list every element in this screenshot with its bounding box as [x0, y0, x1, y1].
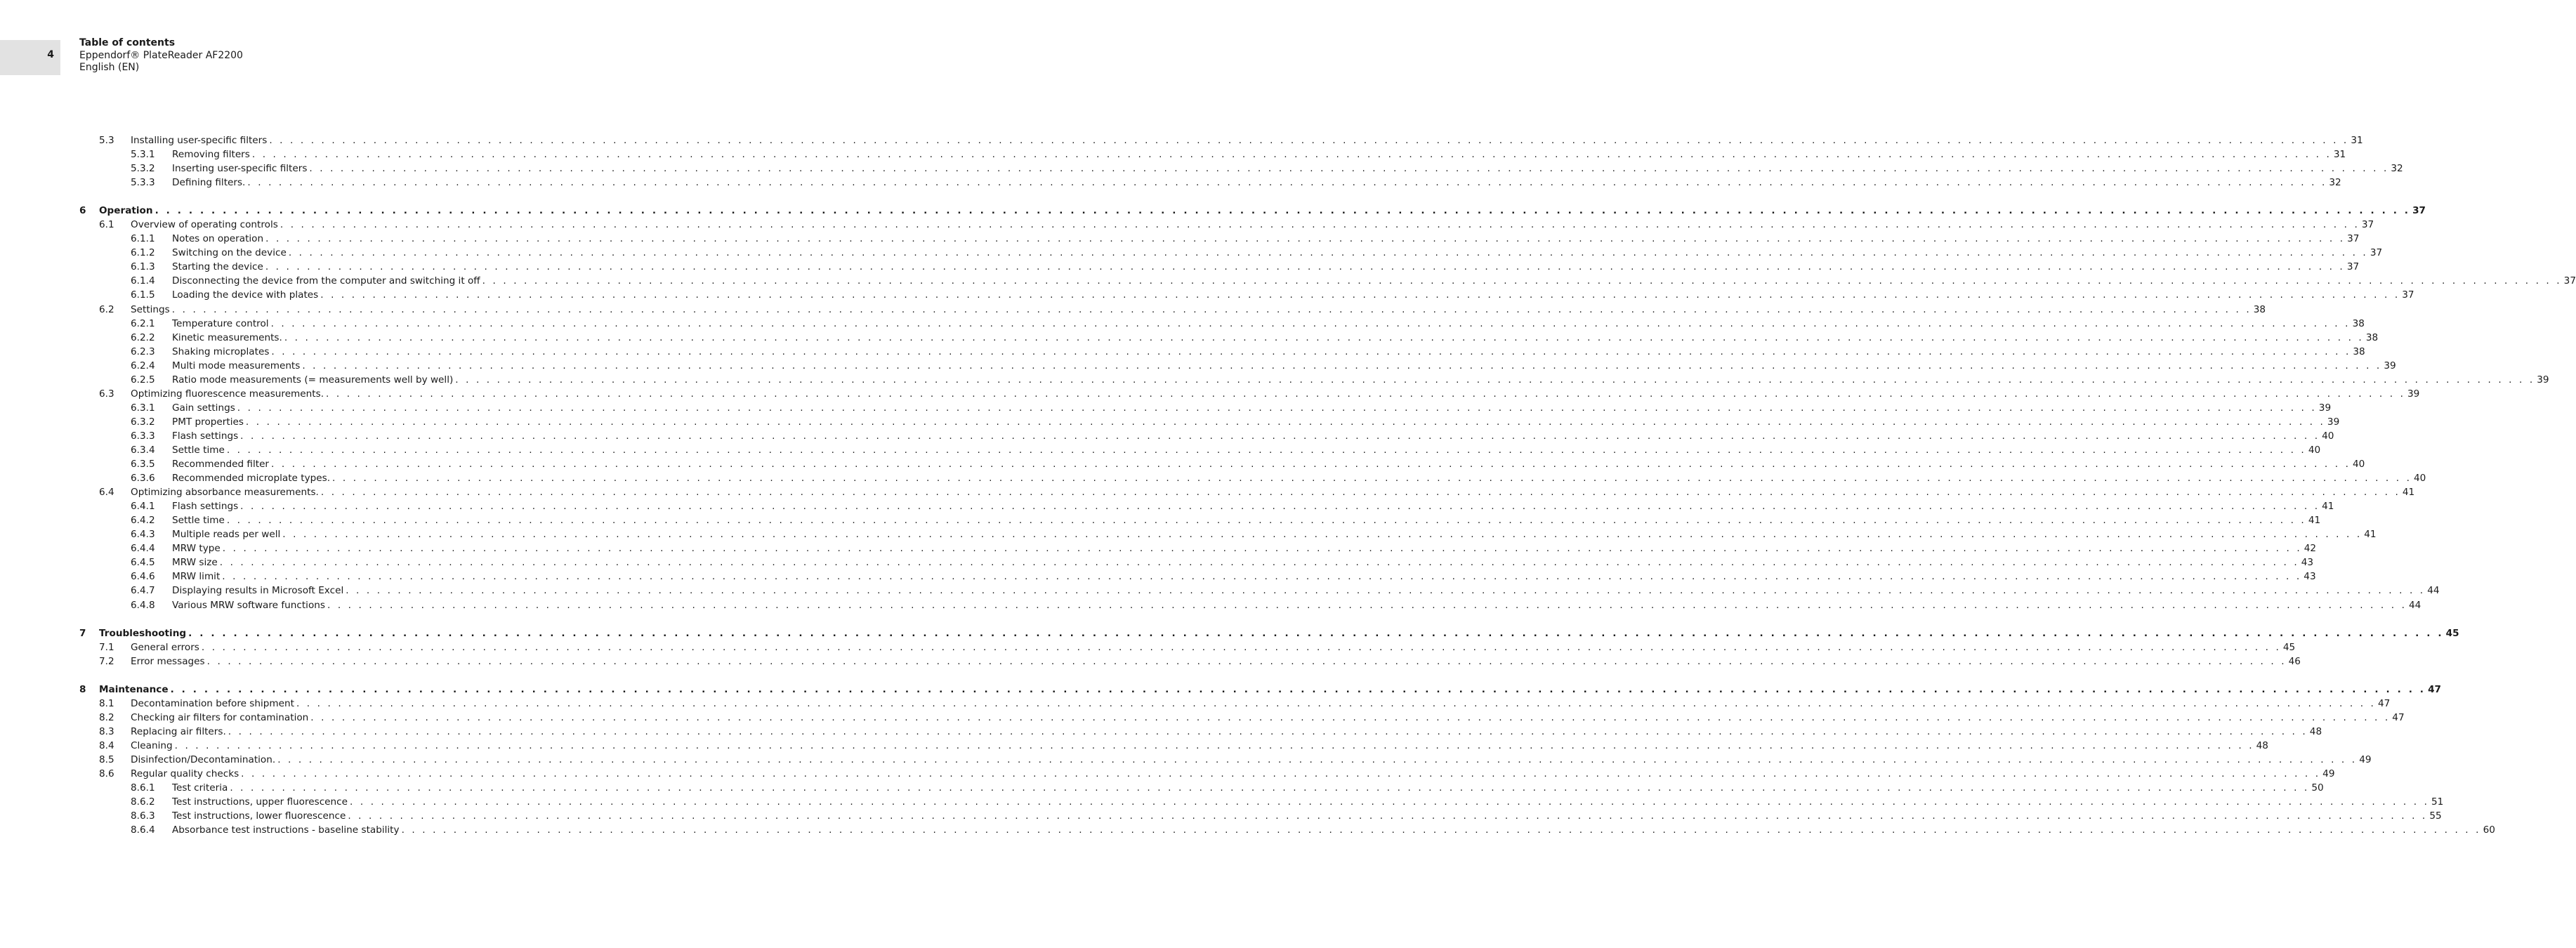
dot-leader: . . . . . . . . . . . . . . . . . . . . . . . . . . . . . . . . . . . . . . . . . . . . . . . . . . . . . . . . . . . . . . . . . . . . . . . . . . . . . . . . . . . . . . . . . . . . . . . . . . . . . . . . . . . . . . . . . . . . . . . . . . . . . . . . . . . . . . . . . . . . . . . . . . . . . . . . . . . . . . . . . . . . . . . . . . . . . . . . . . . . . . . . . . . . . . . . . . . . . . . . — [226, 445, 2306, 456]
dot-leader: . . . . . . . . . . . . . . . . . . . . . . . . . . . . . . . . . . . . . . . . . . . . . . . . . . . . . . . . . . . . . . . . . . . . . . . . . . . . . . . . . . . . . . . . . . . . . . . . . . . . . . . . . . . . . . . . . . . . . . . . . . . . . . . . . . . . . . . . . . . . . . . . . . . . . . . . . . . . . . . . . . . . . . . . . . . . . . . . . . . . . . . . . . . . . . . . . . . . . . . . — [320, 487, 2400, 499]
toc-entry[interactable] — [79, 232, 2360, 246]
toc-entry[interactable] — [79, 133, 2363, 147]
dot-leader: . . . . . . . . . . . . . . . . . . . . . . . . . . . . . . . . . . . . . . . . . . . . . . . . . . . . . . . . . . . . . . . . . . . . . . . . . . . . . . . . . . . . . . . . . . . . . . . . . . . . . . . . . . . . . . . . . . . . . . . . . . . . . . . . . . . . . . . . . . . . . . . . . . . . . . . . . . . . . . . . . . . . . . . . . . . . . . . . . . . . . . . . . . . . . . . . . . . . . . . . — [271, 459, 2351, 470]
toc-entry-page: 40 — [2308, 445, 2321, 456]
page-number: 4 — [47, 49, 54, 60]
toc-entry-number: 7.2 — [99, 655, 114, 667]
toc-entry-number: 6.2.3 — [131, 345, 155, 357]
toc-entry[interactable] — [79, 373, 2549, 387]
toc-entry-page: 39 — [2318, 402, 2332, 414]
toc-entry-page: 44 — [2427, 585, 2440, 597]
toc-entry-number: 6.4.2 — [131, 515, 155, 527]
toc-entry-page: 37 — [2412, 205, 2426, 217]
toc-entry[interactable] — [79, 598, 2421, 612]
toc-entry-page: 43 — [2304, 571, 2316, 583]
toc-entry[interactable] — [79, 387, 2420, 401]
toc-entry-page: 39 — [2384, 360, 2396, 371]
toc-entry-number: 8.6.1 — [131, 782, 155, 794]
toc-entry[interactable] — [79, 739, 2268, 753]
dot-leader: . . . . . . . . . . . . . . . . . . . . . . . . . . . . . . . . . . . . . . . . . . . . . . . . . . . . . . . . . . . . . . . . . . . . . . . . . . . . . . . . . . . . . . . . . . . . . . . . . . . . . . . . . . . . . . . . . . . . . . . . . . . . . . . . . . . . . . . . . . . . . . . . . . . . . . . . . . . . . . . . . . . . . . . . . . . . . . . . . . . . . . . . . . . . . . . . . . . . . . . . — [350, 796, 2430, 808]
toc-entry-number: 6 — [79, 205, 86, 217]
dot-leader: . . . . . . . . . . . . . . . . . . . . . . . . . . . . . . . . . . . . . . . . . . . . . . . . . . . . . . . . . . . . . . . . . . . . . . . . . . . . . . . . . . . . . . . . . . . . . . . . . . . . . . . . . . . . . . . . . . . . . . . . . . . . . . . . . . . . . . . . . . . . . . . . . . . . . . . . . . . . . . . . . . . . . . . . . . . . . . . . . . . . . . . . . . . . . . . . . . . . . . . . — [241, 768, 2321, 779]
toc-entry-page: 38 — [2253, 303, 2266, 315]
toc-entry-title: Installing user-specific filters — [131, 135, 268, 147]
dot-leader: . . . . . . . . . . . . . . . . . . . . . . . . . . . . . . . . . . . . . . . . . . . . . . . . . . . . . . . . . . . . . . . . . . . . . . . . . . . . . . . . . . . . . . . . . . . . . . . . . . . . . . . . . . . . . . . . . . . . . . . . . . . . . . . . . . . . . . . . . . . . . . . . . . . . . . . . . . . . . . . . . . . . . . . . . . . . . . . . . . . . . . . . . . . . . . . . . . . . . . . . — [226, 515, 2306, 527]
toc-entry-page: 38 — [2365, 331, 2379, 343]
toc-entry[interactable] — [79, 162, 2403, 176]
toc-entry-page: 41 — [2402, 487, 2415, 499]
toc-entry-title: Maintenance — [99, 683, 169, 695]
toc-entry-title: Test criteria — [172, 782, 228, 794]
toc-entry-number: 8.6.3 — [131, 810, 155, 822]
toc-entry-page: 37 — [2370, 247, 2383, 259]
toc-entry-page: 41 — [2322, 501, 2334, 513]
toc-entry-title: Shaking microplates — [172, 345, 270, 357]
toc-entry-number: 6.4.8 — [131, 599, 155, 611]
toc-entry-page: 41 — [2364, 529, 2377, 541]
toc-entry-number: 8.4 — [99, 739, 114, 751]
toc-entry-page: 31 — [2351, 135, 2363, 147]
dot-leader: . . . . . . . . . . . . . . . . . . . . . . . . . . . . . . . . . . . . . . . . . . . . . . . . . . . . . . . . . . . . . . . . . . . . . . . . . . . . . . . . . . . . . . . . . . . . . . . . . . . . . . . . . . . . . . . . . . . . . . . . . . . . . . . . . . . . . . . . . . . . . . . . . . . . . . . . . . . . . . . . . . . . . . . . . . . . . . . . . . . . . . . . . . . . . . . . . . . . . . . . — [320, 289, 2400, 301]
toc-entry-title: Starting the device — [172, 261, 263, 273]
dot-leader: . . . . . . . . . . . . . . . . . . . . . . . . . . . . . . . . . . . . . . . . . . . . . . . . . . . . . . . . . . . . . . . . . . . . . . . . . . . . . . . . . . . . . . . . . . . . . . . . . . . . . . . . . . . . . . . . . . . . . . . . . . . . . . . . . . . . . . . . . . . . . . . . . . . . . . . . . . . . . . . . . . . . . . . . . . . . . . . . . . . . . . . . . . . . . . . . . . . . . . . . — [155, 205, 2411, 217]
toc-entry-number: 6.4.7 — [131, 585, 155, 597]
page-number-tab — [0, 40, 60, 75]
toc-entry-number: 6.2.5 — [131, 374, 155, 386]
toc-entry-page: 45 — [2445, 627, 2459, 639]
toc-entry-number: 6.3.5 — [131, 459, 155, 470]
toc-entry-title: Settings — [131, 303, 170, 315]
toc-entry-page: 45 — [2282, 641, 2296, 653]
toc-entry-page: 39 — [2327, 416, 2340, 428]
toc-entry-number: 8.5 — [99, 753, 114, 765]
toc-entry[interactable] — [79, 246, 2383, 260]
header-title: Table of contents — [79, 37, 176, 48]
toc-entry-number: 6.3.4 — [131, 445, 155, 456]
toc-entry-page: 40 — [2322, 430, 2334, 442]
dot-leader: . . . . . . . . . . . . . . . . . . . . . . . . . . . . . . . . . . . . . . . . . . . . . . . . . . . . . . . . . . . . . . . . . . . . . . . . . . . . . . . . . . . . . . . . . . . . . . . . . . . . . . . . . . . . . . . . . . . . . . . . . . . . . . . . . . . . . . . . . . . . . . . . . . . . . . . . . . . . . . . . . . . . . . . . . . . . . . . . . . . . . . . . . . . . . . . . . . . . . . . . — [240, 430, 2320, 442]
toc-entry[interactable] — [79, 359, 2396, 373]
toc-entry-number: 8 — [79, 683, 86, 695]
toc-entry-title: Disinfection/Decontamination. — [131, 753, 276, 765]
dot-leader: . . . . . . . . . . . . . . . . . . . . . . . . . . . . . . . . . . . . . . . . . . . . . . . . . . . . . . . . . . . . . . . . . . . . . . . . . . . . . . . . . . . . . . . . . . . . . . . . . . . . . . . . . . . . . . . . . . . . . . . . . . . . . . . . . . . . . . . . . . . . . . . . . . . . . . . . . . . . . . . . . . . . . . . . . . . . . . . . . . . . . . . . . . . . . . . . . . . . . . . . — [206, 655, 2287, 667]
toc-entry[interactable] — [79, 401, 2332, 415]
toc-entry-page: 32 — [2391, 163, 2403, 175]
toc-entry-page: 51 — [2431, 796, 2444, 808]
toc-entry[interactable] — [79, 711, 2405, 725]
toc-entry-number: 6.4.4 — [131, 543, 155, 555]
dot-leader: . . . . . . . . . . . . . . . . . . . . . . . . . . . . . . . . . . . . . . . . . . . . . . . . . . . . . . . . . . . . . . . . . . . . . . . . . . . . . . . . . . . . . . . . . . . . . . . . . . . . . . . . . . . . . . . . . . . . . . . . . . . . . . . . . . . . . . . . . . . . . . . . . . . . . . . . . . . . . . . . . . . . . . . . . . . . . . . . . . . . . . . . . . . . . . . . . . . . . . . . — [296, 697, 2376, 709]
toc-entry-title: PMT properties — [172, 416, 244, 428]
toc-entry-page: 48 — [2256, 739, 2268, 751]
dot-leader: . . . . . . . . . . . . . . . . . . . . . . . . . . . . . . . . . . . . . . . . . . . . . . . . . . . . . . . . . . . . . . . . . . . . . . . . . . . . . . . . . . . . . . . . . . . . . . . . . . . . . . . . . . . . . . . . . . . . . . . . . . . . . . . . . . . . . . . . . . . . . . . . . . . . . . . . . . . . . . . . . . . . . . . . . . . . . . . . . . . . . . . . . . . . . . . . . . . . . . . . — [455, 374, 2535, 386]
toc-entry[interactable] — [79, 147, 2346, 162]
dot-leader: . . . . . . . . . . . . . . . . . . . . . . . . . . . . . . . . . . . . . . . . . . . . . . . . . . . . . . . . . . . . . . . . . . . . . . . . . . . . . . . . . . . . . . . . . . . . . . . . . . . . . . . . . . . . . . . . . . . . . . . . . . . . . . . . . . . . . . . . . . . . . . . . . . . . . . . . . . . . . . . . . . . . . . . . . . . . . . . . . . . . . . . . . . . . . . . . . . . . . . . . — [228, 725, 2308, 737]
dot-leader: . . . . . . . . . . . . . . . . . . . . . . . . . . . . . . . . . . . . . . . . . . . . . . . . . . . . . . . . . . . . . . . . . . . . . . . . . . . . . . . . . . . . . . . . . . . . . . . . . . . . . . . . . . . . . . . . . . . . . . . . . . . . . . . . . . . . . . . . . . . . . . . . . . . . . . . . . . . . . . . . . . . . . . . . . . . . . . . . . . . . . . . . . . . . . . . . . . . . . . . . — [282, 529, 2363, 541]
toc-entry-number: 8.6 — [99, 768, 114, 779]
toc-entry[interactable] — [79, 443, 2321, 457]
toc-entry-title: Multi mode measurements — [172, 360, 301, 371]
toc-entry[interactable] — [79, 654, 2301, 669]
toc-entry-title: Notes on operation — [172, 233, 264, 245]
running-header — [79, 37, 243, 74]
toc-entry[interactable] — [79, 767, 2335, 781]
dot-leader: . . . . . . . . . . . . . . . . . . . . . . . . . . . . . . . . . . . . . . . . . . . . . . . . . . . . . . . . . . . . . . . . . . . . . . . . . . . . . . . . . . . . . . . . . . . . . . . . . . . . . . . . . . . . . . . . . . . . . . . . . . . . . . . . . . . . . . . . . . . . . . . . . . . . . . . . . . . . . . . . . . . . . . . . . . . . . . . . . . . . . . . . . . . . . . . . . . . . . . . . — [245, 416, 2325, 428]
toc-entry-number: 8.6.2 — [131, 796, 155, 808]
toc-entry-number: 6.1.4 — [131, 275, 155, 287]
toc-entry[interactable] — [79, 725, 2322, 739]
dot-leader: . . . . . . . . . . . . . . . . . . . . . . . . . . . . . . . . . . . . . . . . . . . . . . . . . . . . . . . . . . . . . . . . . . . . . . . . . . . . . . . . . . . . . . . . . . . . . . . . . . . . . . . . . . . . . . . . . . . . . . . . . . . . . . . . . . . . . . . . . . . . . . . . . . . . . . . . . . . . . . . . . . . . . . . . . . . . . . . . . . . . . . . . . . . . . . . . . . . . . . . . — [310, 711, 2391, 723]
dot-leader: . . . . . . . . . . . . . . . . . . . . . . . . . . . . . . . . . . . . . . . . . . . . . . . . . . . . . . . . . . . . . . . . . . . . . . . . . . . . . . . . . . . . . . . . . . . . . . . . . . . . . . . . . . . . . . . . . . . . . . . . . . . . . . . . . . . . . . . . . . . . . . . . . . . . . . . . . . . . . . . . . . . . . . . . . . . . . . . . . . . . . . . . . . . . . . . . . . . . . . . . — [332, 473, 2412, 485]
dot-leader: . . . . . . . . . . . . . . . . . . . . . . . . . . . . . . . . . . . . . . . . . . . . . . . . . . . . . . . . . . . . . . . . . . . . . . . . . . . . . . . . . . . . . . . . . . . . . . . . . . . . . . . . . . . . . . . . . . . . . . . . . . . . . . . . . . . . . . . . . . . . . . . . . . . . . . . . . . . . . . . . . . . . . . . . . . . . . . . . . . . . . . . . . . . . . . . . . . . . . . . . — [247, 177, 2327, 189]
toc-entry-title: Gain settings — [172, 402, 235, 414]
dot-leader: . . . . . . . . . . . . . . . . . . . . . . . . . . . . . . . . . . . . . . . . . . . . . . . . . . . . . . . . . . . . . . . . . . . . . . . . . . . . . . . . . . . . . . . . . . . . . . . . . . . . . . . . . . . . . . . . . . . . . . . . . . . . . . . . . . . . . . . . . . . . . . . . . . . . . . . . . . . . . . . . . . . . . . . . . . . . . . . . . . . . . . . . . . . . . . . . . . . . . . . . — [222, 571, 2302, 583]
toc-entry-page: 37 — [2347, 233, 2360, 245]
toc-entry-title: MRW size — [172, 557, 218, 569]
dot-leader: . . . . . . . . . . . . . . . . . . . . . . . . . . . . . . . . . . . . . . . . . . . . . . . . . . . . . . . . . . . . . . . . . . . . . . . . . . . . . . . . . . . . . . . . . . . . . . . . . . . . . . . . . . . . . . . . . . . . . . . . . . . . . . . . . . . . . . . . . . . . . . . . . . . . . . . . . . . . . . . . . . . . . . . . . . . . . . . . . . . . . . . . . . . . . . . . . . . . . . . . — [251, 149, 2332, 161]
toc-entry-page: 48 — [2309, 725, 2322, 737]
dot-leader: . . . . . . . . . . . . . . . . . . . . . . . . . . . . . . . . . . . . . . . . . . . . . . . . . . . . . . . . . . . . . . . . . . . . . . . . . . . . . . . . . . . . . . . . . . . . . . . . . . . . . . . . . . . . . . . . . . . . . . . . . . . . . . . . . . . . . . . . . . . . . . . . . . . . . . . . . . . . . . . . . . . . . . . . . . . . . . . . . . . . . . . . . . . . . . . . . . . . . . . . — [237, 402, 2317, 414]
toc-entry-number: 6.2 — [99, 303, 114, 315]
toc-entry[interactable] — [79, 541, 2317, 555]
toc-entry[interactable] — [79, 809, 2442, 823]
toc-entry-title: Inserting user-specific filters — [172, 163, 308, 175]
dot-leader: . . . . . . . . . . . . . . . . . . . . . . . . . . . . . . . . . . . . . . . . . . . . . . . . . . . . . . . . . . . . . . . . . . . . . . . . . . . . . . . . . . . . . . . . . . . . . . . . . . . . . . . . . . . . . . . . . . . . . . . . . . . . . . . . . . . . . . . . . . . . . . . . . . . . . . . . . . . . . . . . . . . . . . . . . . . . . . . . . . . . . . . . . . . . . . . . . . . . . . . . — [346, 585, 2426, 597]
toc-entry[interactable] — [79, 795, 2444, 809]
dot-leader: . . . . . . . . . . . . . . . . . . . . . . . . . . . . . . . . . . . . . . . . . . . . . . . . . . . . . . . . . . . . . . . . . . . . . . . . . . . . . . . . . . . . . . . . . . . . . . . . . . . . . . . . . . . . . . . . . . . . . . . . . . . . . . . . . . . . . . . . . . . . . . . . . . . . . . . . . . . . . . . . . . . . . . . . . . . . . . . . . . . . . . . . . . . . . . . . . . . . . . . . — [284, 331, 2364, 343]
header-product: Eppendorf® PlateReader AF2200 — [79, 49, 243, 61]
toc-entry-number: 6.4.6 — [131, 571, 155, 583]
toc-entry-title: Decontamination before shipment — [131, 697, 294, 709]
toc-entry[interactable] — [79, 823, 2495, 837]
toc-entry-number: 6.3.6 — [131, 473, 155, 485]
toc-entry-number: 6.2.4 — [131, 360, 155, 371]
toc-entry-title: MRW type — [172, 543, 221, 555]
toc-entry[interactable] — [79, 274, 2576, 288]
dot-leader: . . . . . . . . . . . . . . . . . . . . . . . . . . . . . . . . . . . . . . . . . . . . . . . . . . . . . . . . . . . . . . . . . . . . . . . . . . . . . . . . . . . . . . . . . . . . . . . . . . . . . . . . . . . . . . . . . . . . . . . . . . . . . . . . . . . . . . . . . . . . . . . . . . . . . . . . . . . . . . . . . . . . . . . . . . . . . . . . . . . . . . . . . . . . . . . . . . . . . . . . — [222, 543, 2302, 555]
toc-entry-title: Replacing air filters. — [131, 725, 226, 737]
toc-entry[interactable] — [79, 753, 2372, 767]
header-language: English (EN) — [79, 62, 140, 73]
toc-entry-title: Regular quality checks — [131, 768, 239, 779]
toc-entry-page: 44 — [2408, 599, 2421, 611]
dot-leader: . . . . . . . . . . . . . . . . . . . . . . . . . . . . . . . . . . . . . . . . . . . . . . . . . . . . . . . . . . . . . . . . . . . . . . . . . . . . . . . . . . . . . . . . . . . . . . . . . . . . . . . . . . . . . . . . . . . . . . . . . . . . . . . . . . . . . . . . . . . . . . . . . . . . . . . . . . . . . . . . . . . . . . . . . . . . . . . . . . . . . . . . . . . . . . . . . . . . . . . . — [265, 233, 2346, 245]
toc-entry-number: 7.1 — [99, 641, 114, 653]
toc-entry-page: 37 — [2563, 275, 2576, 287]
toc-entry-page: 41 — [2308, 515, 2321, 527]
toc-entry-page: 40 — [2353, 459, 2365, 470]
toc-entry-title: Test instructions, lower fluorescence — [172, 810, 346, 822]
toc-entry[interactable] — [79, 513, 2321, 527]
toc-entry-number: 5.3.2 — [131, 163, 155, 175]
toc-entry[interactable] — [79, 485, 2415, 499]
toc-entry-page: 47 — [2392, 711, 2405, 723]
toc-entry-title: Flash settings — [172, 430, 239, 442]
toc-entry[interactable] — [79, 176, 2341, 190]
toc-entry-number: 6.1.2 — [131, 247, 155, 259]
dot-leader: . . . . . . . . . . . . . . . . . . . . . . . . . . . . . . . . . . . . . . . . . . . . . . . . . . . . . . . . . . . . . . . . . . . . . . . . . . . . . . . . . . . . . . . . . . . . . . . . . . . . . . . . . . . . . . . . . . . . . . . . . . . . . . . . . . . . . . . . . . . . . . . . . . . . . . . . . . . . . . . . . . . . . . . . . . . . . . . . . . . . . . . . . . . . . . . . . . . . . . . . — [302, 360, 2382, 371]
dot-leader: . . . . . . . . . . . . . . . . . . . . . . . . . . . . . . . . . . . . . . . . . . . . . . . . . . . . . . . . . . . . . . . . . . . . . . . . . . . . . . . . . . . . . . . . . . . . . . . . . . . . . . . . . . . . . . . . . . . . . . . . . . . . . . . . . . . . . . . . . . . . . . . . . . . . . . . . . . . . . . . . . . . . . . . . . . . . . . . . . . . . . . . . . . . . . . . . . . . . . . . . — [326, 388, 2406, 400]
toc-entry[interactable] — [79, 415, 2340, 429]
toc-entry-title: General errors — [131, 641, 199, 653]
toc-entry-page: 55 — [2429, 810, 2442, 822]
toc-entry-number: 5.3.3 — [131, 177, 155, 189]
dot-leader: . . . . . . . . . . . . . . . . . . . . . . . . . . . . . . . . . . . . . . . . . . . . . . . . . . . . . . . . . . . . . . . . . . . . . . . . . . . . . . . . . . . . . . . . . . . . . . . . . . . . . . . . . . . . . . . . . . . . . . . . . . . . . . . . . . . . . . . . . . . . . . . . . . . . . . . . . . . . . . . . . . . . . . . . . . . . . . . . . . . . . . . . . . . . . . . . . . . . . . . . — [230, 782, 2310, 794]
dot-leader: . . . . . . . . . . . . . . . . . . . . . . . . . . . . . . . . . . . . . . . . . . . . . . . . . . . . . . . . . . . . . . . . . . . . . . . . . . . . . . . . . . . . . . . . . . . . . . . . . . . . . . . . . . . . . . . . . . . . . . . . . . . . . . . . . . . . . . . . . . . . . . . . . . . . . . . . . . . . . . . . . . . . . . . . . . . . . . . . . . . . . . . . . . . . . . . . . . . . . . . . — [348, 810, 2428, 822]
toc-entry-number: 6.4 — [99, 487, 114, 499]
dot-leader: . . . . . . . . . . . . . . . . . . . . . . . . . . . . . . . . . . . . . . . . . . . . . . . . . . . . . . . . . . . . . . . . . . . . . . . . . . . . . . . . . . . . . . . . . . . . . . . . . . . . . . . . . . . . . . . . . . . . . . . . . . . . . . . . . . . . . . . . . . . . . . . . . . . . . . . . . . . . . . . . . . . . . . . . . . . . . . . . . . . . . . . . . . . . . . . . . . . . . . . . — [327, 599, 2407, 611]
dot-leader: . . . . . . . . . . . . . . . . . . . . . . . . . . . . . . . . . . . . . . . . . . . . . . . . . . . . . . . . . . . . . . . . . . . . . . . . . . . . . . . . . . . . . . . . . . . . . . . . . . . . . . . . . . . . . . . . . . . . . . . . . . . . . . . . . . . . . . . . . . . . . . . . . . . . . . . . . . . . . . . . . . . . . . . . . . . . . . . . . . . . . . . . . . . . . . . . . . . . . . . . — [309, 163, 2389, 175]
toc-entry-page: 49 — [2359, 753, 2372, 765]
toc-entry-title: Operation — [99, 205, 153, 217]
toc-entry-number: 6.3.2 — [131, 416, 155, 428]
dot-leader: . . . . . . . . . . . . . . . . . . . . . . . . . . . . . . . . . . . . . . . . . . . . . . . . . . . . . . . . . . . . . . . . . . . . . . . . . . . . . . . . . . . . . . . . . . . . . . . . . . . . . . . . . . . . . . . . . . . . . . . . . . . . . . . . . . . . . . . . . . . . . . . . . . . . . . . . . . . . . . . . . . . . . . . . . . . . . . . . . . . . . . . . . . . . . . . . . . . . . . . . — [201, 641, 2281, 653]
dot-leader: . . . . . . . . . . . . . . . . . . . . . . . . . . . . . . . . . . . . . . . . . . . . . . . . . . . . . . . . . . . . . . . . . . . . . . . . . . . . . . . . . . . . . . . . . . . . . . . . . . . . . . . . . . . . . . . . . . . . . . . . . . . . . . . . . . . . . . . . . . . . . . . . . . . . . . . . . . . . . . . . . . . . . . . . . . . . . . . . . . . . . . . . . . . . . . . . . . . . . . . . — [188, 627, 2444, 639]
toc-entry-title: Disconnecting the device from the computer and switching it off — [172, 275, 480, 287]
toc-entry-title: MRW limit — [172, 571, 221, 583]
toc-entry[interactable] — [79, 457, 2365, 471]
toc-entry-title: Overview of operating controls — [131, 219, 278, 231]
toc-entry[interactable] — [79, 331, 2379, 345]
toc-entry[interactable] — [79, 317, 2365, 331]
toc-entry-number: 6.1.1 — [131, 233, 155, 245]
toc-entry-page: 47 — [2377, 697, 2391, 709]
toc-entry-page: 42 — [2304, 543, 2317, 555]
toc-entry-page: 37 — [2361, 219, 2374, 231]
toc-entry[interactable] — [79, 781, 2324, 795]
toc-entry-number: 7 — [79, 627, 86, 639]
toc-entry-number: 6.3 — [99, 388, 114, 400]
toc-entry-page: 31 — [2333, 149, 2346, 161]
toc-entry-number: 6.3.1 — [131, 402, 155, 414]
toc-entry-title: Flash settings — [172, 501, 239, 513]
toc-entry-number: 8.6.4 — [131, 824, 155, 836]
dot-leader: . . . . . . . . . . . . . . . . . . . . . . . . . . . . . . . . . . . . . . . . . . . . . . . . . . . . . . . . . . . . . . . . . . . . . . . . . . . . . . . . . . . . . . . . . . . . . . . . . . . . . . . . . . . . . . . . . . . . . . . . . . . . . . . . . . . . . . . . . . . . . . . . . . . . . . . . . . . . . . . . . . . . . . . . . . . . . . . . . . . . . . . . . . . . . . . . . . . . . . . . — [280, 219, 2360, 231]
toc-entry-title: Ratio mode measurements (= measurements well by well) — [172, 374, 454, 386]
toc-entry-number: 6.1.3 — [131, 261, 155, 273]
toc-entry[interactable] — [79, 218, 2374, 232]
toc-entry-title: Switching on the device — [172, 247, 287, 259]
toc-entry-page: 43 — [2301, 557, 2314, 569]
toc-entry-title: Checking air filters for contamination — [131, 711, 309, 723]
toc-entry-page: 37 — [2402, 289, 2414, 301]
dot-leader: . . . . . . . . . . . . . . . . . . . . . . . . . . . . . . . . . . . . . . . . . . . . . . . . . . . . . . . . . . . . . . . . . . . . . . . . . . . . . . . . . . . . . . . . . . . . . . . . . . . . . . . . . . . . . . . . . . . . . . . . . . . . . . . . . . . . . . . . . . . . . . . . . . . . . . . . . . . . . . . . . . . . . . . . . . . . . . . . . . . . . . . . . . . . . . . . . . . . . . . . — [219, 557, 2299, 569]
toc-entry-title: Temperature control — [172, 317, 269, 329]
toc-entry-number: 6.4.3 — [131, 529, 155, 541]
toc-entry-page: 40 — [2414, 473, 2426, 485]
toc-entry-number: 6.3.3 — [131, 430, 155, 442]
toc-entry[interactable] — [79, 499, 2334, 513]
dot-leader: . . . . . . . . . . . . . . . . . . . . . . . . . . . . . . . . . . . . . . . . . . . . . . . . . . . . . . . . . . . . . . . . . . . . . . . . . . . . . . . . . . . . . . . . . . . . . . . . . . . . . . . . . . . . . . . . . . . . . . . . . . . . . . . . . . . . . . . . . . . . . . . . . . . . . . . . . . . . . . . . . . . . . . . . . . . . . . . . . . . . . . . . . . . . . . . . . . . . . . . . — [277, 753, 2358, 765]
toc-entry[interactable] — [79, 429, 2334, 443]
toc-entry-title: Optimizing absorbance measurements. — [131, 487, 319, 499]
toc-chapter-entry[interactable] — [79, 204, 2426, 218]
table-of-contents — [79, 133, 2576, 837]
dot-leader: . . . . . . . . . . . . . . . . . . . . . . . . . . . . . . . . . . . . . . . . . . . . . . . . . . . . . . . . . . . . . . . . . . . . . . . . . . . . . . . . . . . . . . . . . . . . . . . . . . . . . . . . . . . . . . . . . . . . . . . . . . . . . . . . . . . . . . . . . . . . . . . . . . . . . . . . . . . . . . . . . . . . . . . . . . . . . . . . . . . . . . . . . . . . . . . . . . . . . . . . — [265, 261, 2345, 273]
toc-entry-title: Recommended filter — [172, 459, 270, 470]
toc-entry-number: 6.4.5 — [131, 557, 155, 569]
toc-entry[interactable] — [79, 555, 2314, 570]
toc-entry-title: Test instructions, upper fluorescence — [172, 796, 348, 808]
toc-chapter-entry[interactable] — [79, 626, 2459, 640]
toc-entry-number: 6.2.2 — [131, 331, 155, 343]
toc-entry-page: 38 — [2352, 317, 2365, 329]
toc-entry-title: Defining filters. — [172, 177, 246, 189]
toc-entry[interactable] — [79, 260, 2360, 274]
dot-leader: . . . . . . . . . . . . . . . . . . . . . . . . . . . . . . . . . . . . . . . . . . . . . . . . . . . . . . . . . . . . . . . . . . . . . . . . . . . . . . . . . . . . . . . . . . . . . . . . . . . . . . . . . . . . . . . . . . . . . . . . . . . . . . . . . . . . . . . . . . . . . . . . . . . . . . . . . . . . . . . . . . . . . . . . . . . . . . . . . . . . . . . . . . . . . . . . . . . . . . . . — [288, 247, 2368, 259]
toc-entry-title: Displaying results in Microsoft Excel — [172, 585, 344, 597]
toc-entry-page: 32 — [2329, 177, 2341, 189]
toc-entry-title: Error messages — [131, 655, 205, 667]
dot-leader: . . . . . . . . . . . . . . . . . . . . . . . . . . . . . . . . . . . . . . . . . . . . . . . . . . . . . . . . . . . . . . . . . . . . . . . . . . . . . . . . . . . . . . . . . . . . . . . . . . . . . . . . . . . . . . . . . . . . . . . . . . . . . . . . . . . . . . . . . . . . . . . . . . . . . . . . . . . . . . . . . . . . . . . . . . . . . . . . . . . . . . . . . . . . . . . . . . . . . . . . — [270, 317, 2351, 329]
toc-entry-number: 6.4.1 — [131, 501, 155, 513]
toc-entry[interactable] — [79, 527, 2377, 541]
toc-entry-title: Loading the device with plates — [172, 289, 319, 301]
toc-entry-number: 6.1.5 — [131, 289, 155, 301]
toc-entry-number: 8.2 — [99, 711, 114, 723]
dot-leader: . . . . . . . . . . . . . . . . . . . . . . . . . . . . . . . . . . . . . . . . . . . . . . . . . . . . . . . . . . . . . . . . . . . . . . . . . . . . . . . . . . . . . . . . . . . . . . . . . . . . . . . . . . . . . . . . . . . . . . . . . . . . . . . . . . . . . . . . . . . . . . . . . . . . . . . . . . . . . . . . . . . . . . . . . . . . . . . . . . . . . . . . . . . . . . . . . . . . . . . . — [269, 135, 2349, 147]
toc-entry[interactable] — [79, 471, 2426, 485]
dot-leader: . . . . . . . . . . . . . . . . . . . . . . . . . . . . . . . . . . . . . . . . . . . . . . . . . . . . . . . . . . . . . . . . . . . . . . . . . . . . . . . . . . . . . . . . . . . . . . . . . . . . . . . . . . . . . . . . . . . . . . . . . . . . . . . . . . . . . . . . . . . . . . . . . . . . . . . . . . . . . . . . . . . . . . . . . . . . . . . . . . . . . . . . . . . . . . . . . . . . . . . . — [171, 303, 2252, 315]
toc-entry-page: 50 — [2311, 782, 2324, 794]
toc-entry-title: Removing filters — [172, 149, 250, 161]
toc-entry-title: Various MRW software functions — [172, 599, 325, 611]
toc-entry-page: 46 — [2288, 655, 2301, 667]
toc-entry-title: Multiple reads per well — [172, 529, 281, 541]
toc-entry-title: Absorbance test instructions - baseline stability — [172, 824, 400, 836]
toc-entry-title: Troubleshooting — [99, 627, 187, 639]
toc-entry-number: 6.2.1 — [131, 317, 155, 329]
dot-leader: . . . . . . . . . . . . . . . . . . . . . . . . . . . . . . . . . . . . . . . . . . . . . . . . . . . . . . . . . . . . . . . . . . . . . . . . . . . . . . . . . . . . . . . . . . . . . . . . . . . . . . . . . . . . . . . . . . . . . . . . . . . . . . . . . . . . . . . . . . . . . . . . . . . . . . . . . . . . . . . . . . . . . . . . . . . . . . . . . . . . . . . . . . . . . . . . . . . . . . . . — [170, 683, 2426, 695]
toc-entry-title: Recommended microplate types. — [172, 473, 331, 485]
toc-entry-title: Settle time — [172, 445, 225, 456]
toc-entry-number: 8.3 — [99, 725, 114, 737]
toc-entry[interactable] — [79, 584, 2440, 598]
toc-entry-page: 47 — [2428, 683, 2441, 695]
toc-entry-number: 6.1 — [99, 219, 114, 231]
toc-entry[interactable] — [79, 345, 2365, 359]
toc-entry-page: 49 — [2322, 768, 2335, 779]
toc-entry[interactable] — [79, 288, 2414, 302]
toc-entry-number: 5.3 — [99, 135, 114, 147]
toc-entry-number: 5.3.1 — [131, 149, 155, 161]
toc-entry-title: Cleaning — [131, 739, 173, 751]
toc-entry-page: 37 — [2346, 261, 2360, 273]
toc-entry-title: Kinetic measurements. — [172, 331, 282, 343]
dot-leader: . . . . . . . . . . . . . . . . . . . . . . . . . . . . . . . . . . . . . . . . . . . . . . . . . . . . . . . . . . . . . . . . . . . . . . . . . . . . . . . . . . . . . . . . . . . . . . . . . . . . . . . . . . . . . . . . . . . . . . . . . . . . . . . . . . . . . . . . . . . . . . . . . . . . . . . . . . . . . . . . . . . . . . . . . . . . . . . . . . . . . . . . . . . . . . . . . . . . . . . . — [401, 824, 2481, 836]
toc-entry-page: 60 — [2483, 824, 2495, 836]
toc-entry-page: 38 — [2353, 345, 2365, 357]
toc-chapter-entry[interactable] — [79, 683, 2441, 697]
toc-entry-title: Optimizing fluorescence measurements. — [131, 388, 324, 400]
toc-entry[interactable] — [79, 697, 2391, 711]
toc-entry-number: 8.1 — [99, 697, 114, 709]
dot-leader: . . . . . . . . . . . . . . . . . . . . . . . . . . . . . . . . . . . . . . . . . . . . . . . . . . . . . . . . . . . . . . . . . . . . . . . . . . . . . . . . . . . . . . . . . . . . . . . . . . . . . . . . . . . . . . . . . . . . . . . . . . . . . . . . . . . . . . . . . . . . . . . . . . . . . . . . . . . . . . . . . . . . . . . . . . . . . . . . . . . . . . . . . . . . . . . . . . . . . . . . — [174, 739, 2254, 751]
dot-leader: . . . . . . . . . . . . . . . . . . . . . . . . . . . . . . . . . . . . . . . . . . . . . . . . . . . . . . . . . . . . . . . . . . . . . . . . . . . . . . . . . . . . . . . . . . . . . . . . . . . . . . . . . . . . . . . . . . . . . . . . . . . . . . . . . . . . . . . . . . . . . . . . . . . . . . . . . . . . . . . . . . . . . . . . . . . . . . . . . . . . . . . . . . . . . . . . . . . . . . . . — [482, 275, 2562, 287]
toc-entry[interactable] — [79, 570, 2316, 584]
toc-entry-page: 39 — [2537, 374, 2549, 386]
toc-entry-page: 39 — [2407, 388, 2420, 400]
toc-entry-title: Settle time — [172, 515, 225, 527]
dot-leader: . . . . . . . . . . . . . . . . . . . . . . . . . . . . . . . . . . . . . . . . . . . . . . . . . . . . . . . . . . . . . . . . . . . . . . . . . . . . . . . . . . . . . . . . . . . . . . . . . . . . . . . . . . . . . . . . . . . . . . . . . . . . . . . . . . . . . . . . . . . . . . . . . . . . . . . . . . . . . . . . . . . . . . . . . . . . . . . . . . . . . . . . . . . . . . . . . . . . . . . . — [271, 345, 2351, 357]
toc-entry[interactable] — [79, 640, 2296, 654]
toc-entry[interactable] — [79, 303, 2266, 317]
dot-leader: . . . . . . . . . . . . . . . . . . . . . . . . . . . . . . . . . . . . . . . . . . . . . . . . . . . . . . . . . . . . . . . . . . . . . . . . . . . . . . . . . . . . . . . . . . . . . . . . . . . . . . . . . . . . . . . . . . . . . . . . . . . . . . . . . . . . . . . . . . . . . . . . . . . . . . . . . . . . . . . . . . . . . . . . . . . . . . . . . . . . . . . . . . . . . . . . . . . . . . . . — [240, 501, 2320, 513]
